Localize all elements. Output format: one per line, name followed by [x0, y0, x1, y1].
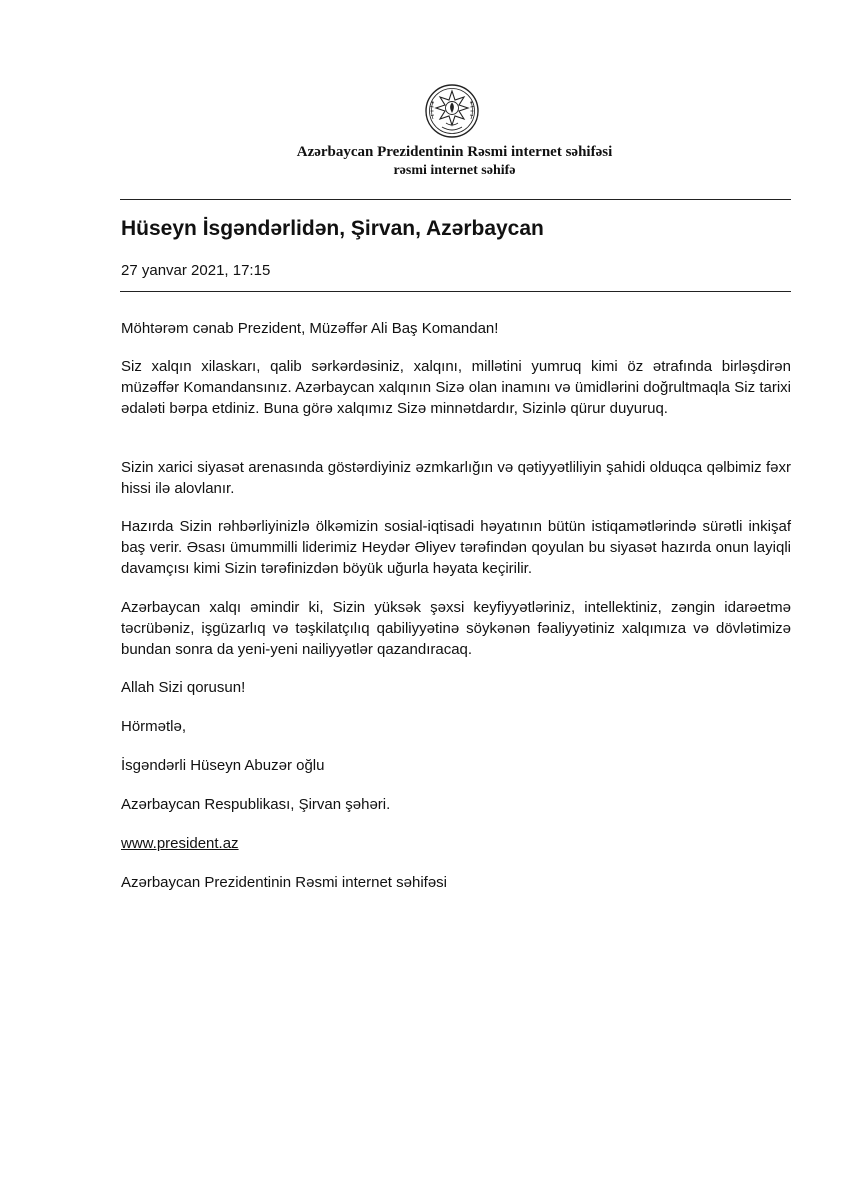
document-date: 27 yanvar 2021, 17:15 [121, 262, 271, 279]
paragraph-block [121, 356, 791, 419]
title-divider [120, 291, 791, 292]
website-link[interactable]: www.president.az [121, 835, 239, 852]
paragraph: Hazırda Sizin rəhbərliyinizlə ölkəmizin sosial-iqtisadi həyatının bütün istiqamətlərində sürətli inkişaf baş verir. Əsası ümummilli liderimiz Heydər Əliyev tərəfindən qoyulan bu siyasət hazırda onun layiqli davamçısı kimi Sizin tərəfinizdən böyük uğurla həyata keçirilir. [121, 518, 791, 577]
signature-block [121, 755, 791, 776]
site-title: Azərbaycan Prezidentinin Rəsmi internet səhifəsi [296, 144, 613, 160]
closing: Hörmətlə, [121, 718, 187, 735]
location: Azərbaycan Respublikası, Şirvan şəhəri. [121, 796, 391, 813]
paragraph-block [121, 516, 791, 579]
paragraph: Sizin xarici siyasət arenasında göstərdiyiniz əzmkarlığın və qətiyyətliliyin şahidi olduqca qəlbimiz fəxr hissi ilə alovlanır. [121, 459, 791, 497]
blessing-block [121, 677, 791, 698]
blessing: Allah Sizi qorusun! [121, 679, 246, 696]
footer-source: Azərbaycan Prezidentinin Rəsmi internet səhifəsi [121, 874, 447, 891]
greeting: Möhtərəm cənab Prezident, Müzəffər Ali Baş Komandan! [121, 320, 499, 337]
document-title: Hüseyn İsgəndərlidən, Şirvan, Azərbaycan [121, 217, 544, 240]
paragraph: Azərbaycan xalqı əmindir ki, Sizin yüksək şəxsi keyfiyyətləriniz, intellektiniz, zəngin idarəetmə təcrübəniz, işgüzarlıq və təşkilatçılıq qabiliyyətinə söykənən fəaliyyətiniz xalqımıza və dövlətimizə bundan sonra da yeni-yeni nailiyyətlər qazandıracaq. [121, 599, 791, 658]
header-divider [120, 199, 791, 200]
site-subtitle: rəsmi internet səhifə [393, 163, 516, 178]
footer-source-block [121, 872, 791, 893]
signature: İsgəndərli Hüseyn Abuzər oğlu [121, 757, 325, 774]
paragraph: Siz xalqın xilaskarı, qalib sərkərdəsiniz, xalqını, millətini yumruq kimi öz ətrafında birləşdirən müzəffər Komandansınız. Azərbaycan xalqının Sizə olan inamını və ümidlərini doğrultmaqla Siz tarixi ədaləti bərpa etdiniz. Buna görə xalqımız Sizə minnətdardır, Sizinlə qürur duyuruq. [121, 358, 791, 417]
paragraph-block [121, 597, 791, 660]
closing-block [121, 716, 791, 737]
greeting-block [121, 318, 791, 339]
website-block [121, 833, 791, 854]
paragraph-block [121, 457, 791, 499]
state-emblem-icon [424, 83, 480, 139]
location-block [121, 794, 791, 815]
